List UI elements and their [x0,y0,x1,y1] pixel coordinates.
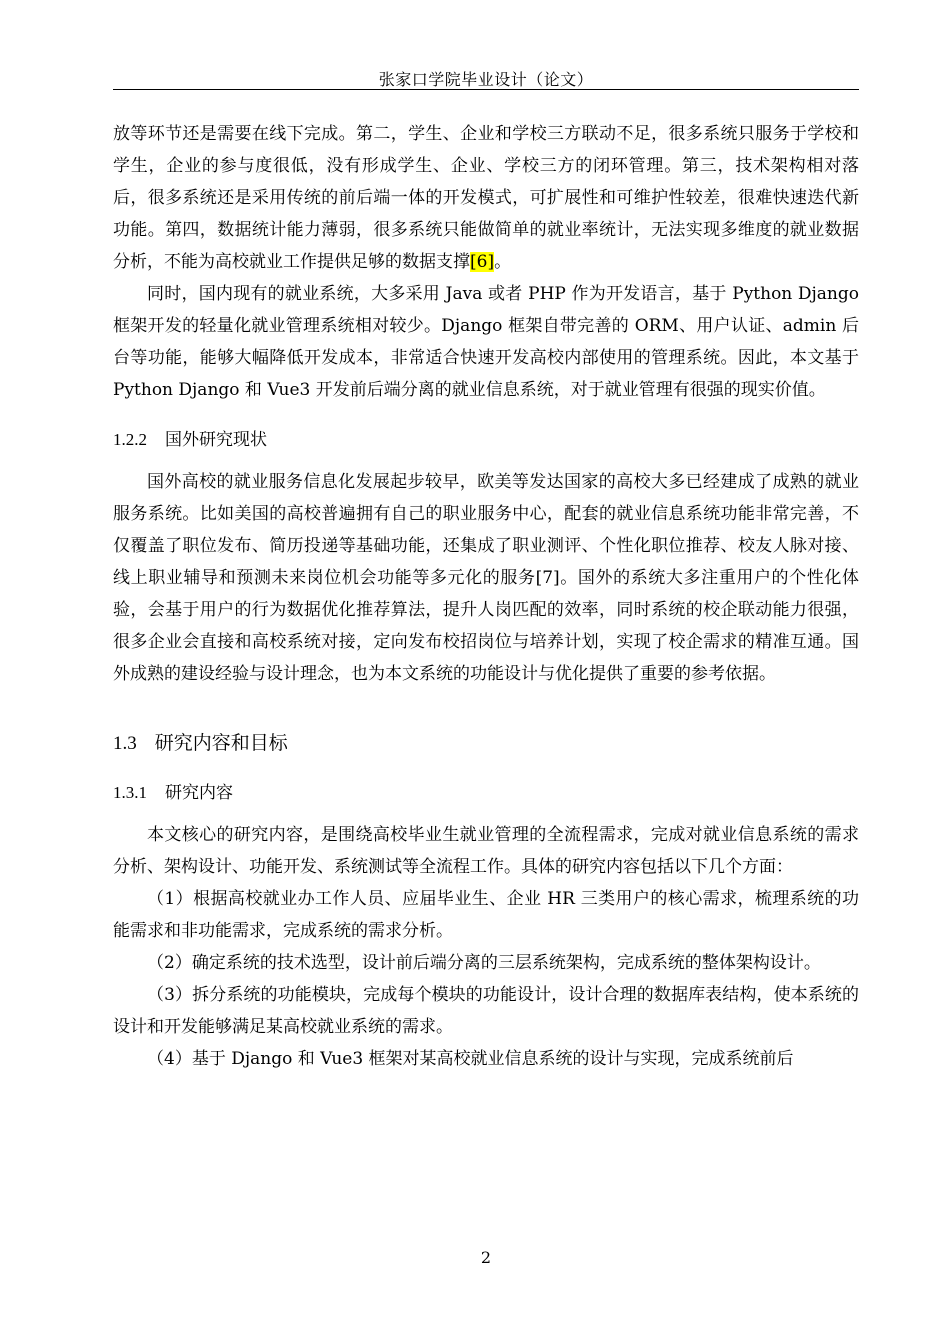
section-number: 1.3.1 [113,783,147,802]
section-heading-1-3 [113,728,859,759]
running-header: 张家口学院毕业设计（论文） [378,70,594,89]
paragraph-1-text: 放等环节还是需要在线下完成。第二，学生、企业和学校三方联动不足，很多系统只服务于学校和学生，企业的参与度很低，没有形成学生、企业、学校三方的闭环管理。第三，技术架构相对落后，很多系统还是采用传统的前后端一体的开发模式，可扩展性和可维护性较差，很难快速迭代新功能。第四，数据统计能力薄弱，很多系统只能做简单的就业率统计，无法实现多维度的就业数据分析，不能为高校就业工作提供足够的数据支撑 [113,124,859,272]
section-heading-1-3-1 [113,779,859,807]
list-item: （4）基于 Django 和 Vue3 框架对某高校就业信息系统的设计与实现，完成系统前后 [147,1049,794,1069]
section-number: 1.3 [113,733,137,754]
page-number: 2 [480,1248,492,1267]
list-item: （3）拆分系统的功能模块，完成每个模块的功能设计，设计合理的数据库表结构，使本系统的设计和开发能够满足某高校就业系统的需求。 [113,985,859,1037]
paragraph-1-end: 。 [494,252,512,272]
list-item: （2）确定系统的技术选型，设计前后端分离的三层系统架构，完成系统的整体架构设计。 [147,953,821,973]
citation-link[interactable]: [6] [470,252,495,272]
paragraph-3: 国外高校的就业服务信息化发展起步较早，欧美等发达国家的高校大多已经建成了成熟的就业服务系统。比如美国的高校普遍拥有自己的职业服务中心，配套的就业信息系统功能非常完善，不仅覆盖了职位发布、简历投递等基础功能，还集成了职业测评、个性化职位推荐、校友人脉对接、线上职业辅导和预测未来岗位机会功能等多元化的服务[7]。国外的系统大多注重用户的个性化体验，会基于用户的行为数据优化推荐算法，提升人岗匹配的效率，同时系统的校企联动能力很强，很多企业会直接和高校系统对接，定向发布校招岗位与培养计划，实现了校企需求的精准互通。国外成熟的建设经验与设计理念，也为本文系统的功能设计与优化提供了重要的参考依据。 [113,472,859,684]
header-rule [113,89,859,90]
section-number: 1.2.2 [113,430,147,449]
section-title: 研究内容和目标 [154,732,288,754]
paragraph-1 [113,118,859,278]
list-item: （1）根据高校就业办工作人员、应届毕业生、企业 HR 三类用户的核心需求，梳理系统的功能需求和非功能需求，完成系统的需求分析。 [113,889,859,941]
paragraph-4: 本文核心的研究内容，是围绕高校毕业生就业管理的全流程需求，完成对就业信息系统的需求分析、架构设计、功能开发、系统测试等全流程工作。具体的研究内容包括以下几个方面： [113,825,859,877]
paragraph-2: 同时，国内现有的就业系统，大多采用 Java 或者 PHP 作为开发语言，基于 Python Django 框架开发的轻量化就业管理系统相对较少。Django 框架自带完善的 ORM、用户认证、admin 后台等功能，能够大幅降低开发成本，非常适合快速开发高校内部使用的管理系统。因此，本文基于 Python Django 和 Vue3 开发前后端分离的就业信息系统，对于就业管理有很强的现实价值。 [113,284,859,400]
body-text [113,118,859,1075]
section-title: 研究内容 [165,783,233,803]
section-title: 国外研究现状 [165,430,267,450]
section-heading-1-2-2 [113,426,859,454]
